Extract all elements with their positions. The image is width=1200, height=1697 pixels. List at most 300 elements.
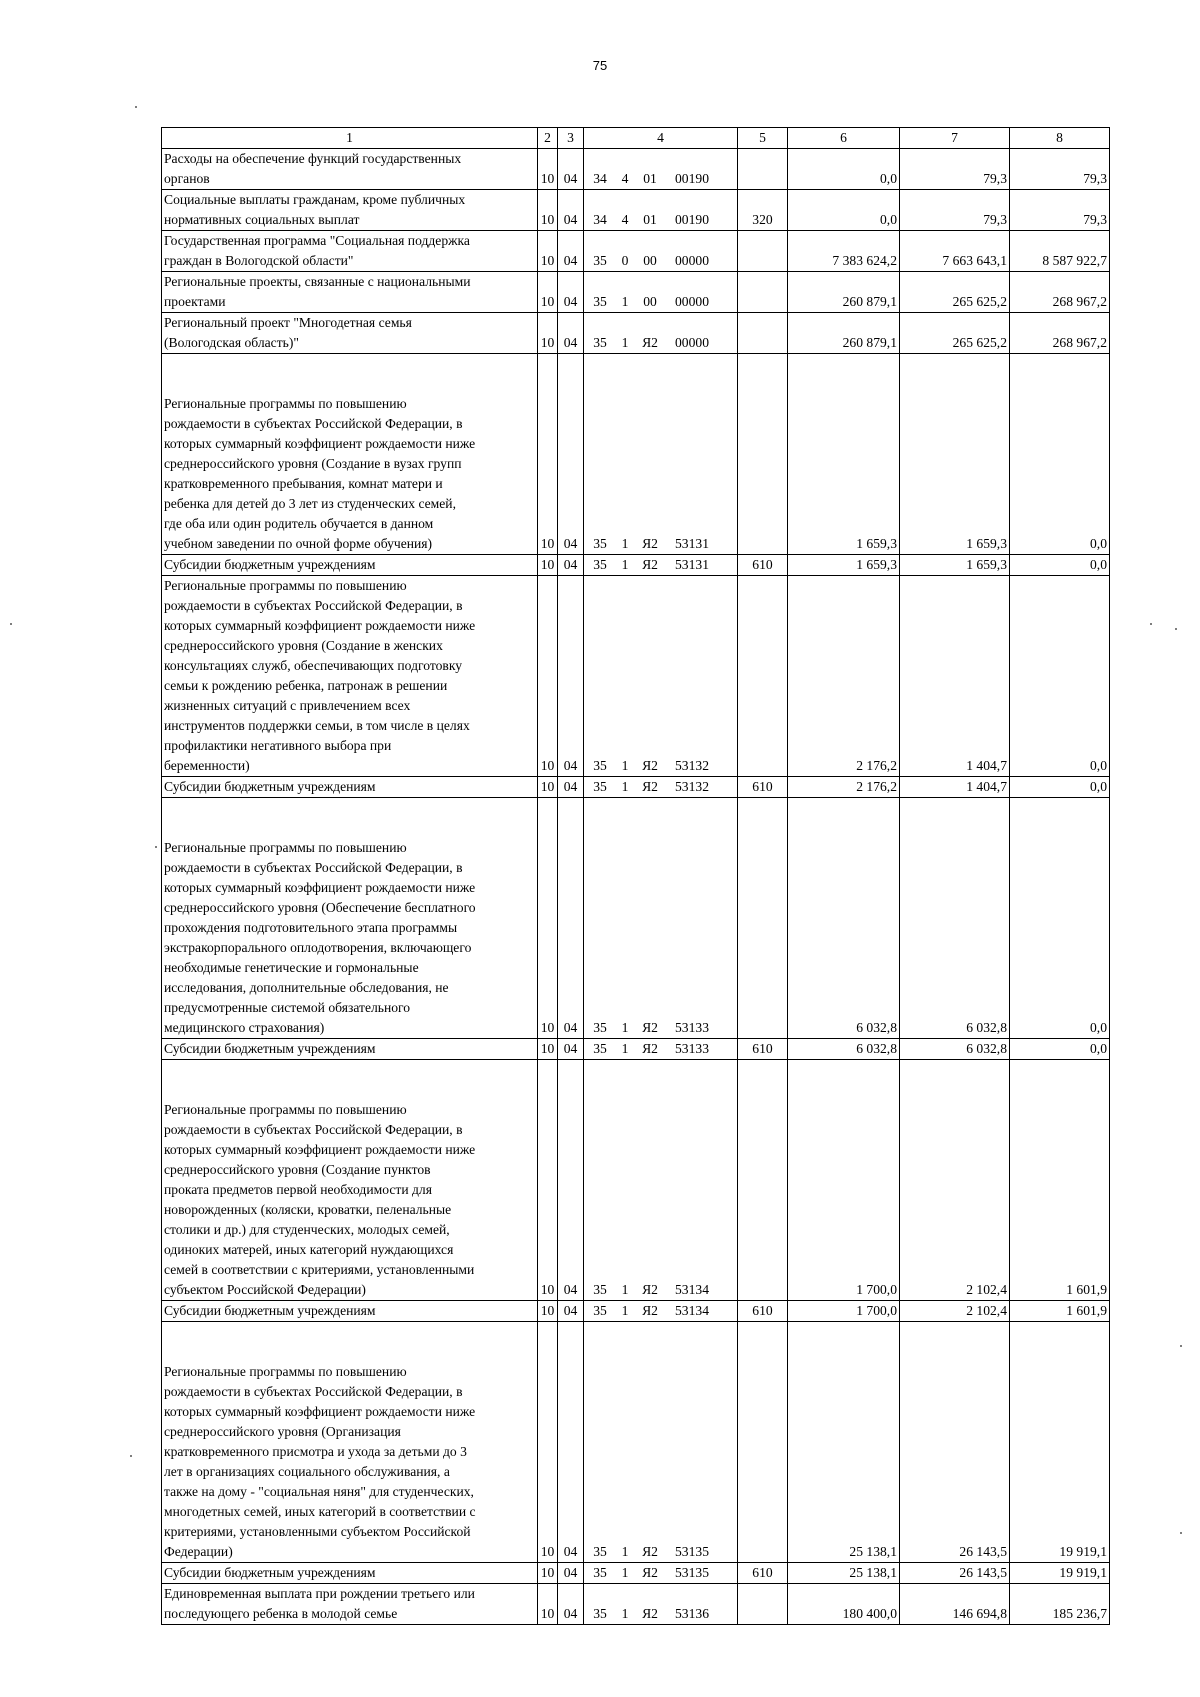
description-line: Субсидии бюджетным учреждениям (164, 779, 376, 794)
row-description (162, 354, 538, 555)
table-row (162, 798, 1110, 1039)
amount-col-6: 1 700,0 (788, 1060, 900, 1301)
row-description (162, 1563, 538, 1584)
target-article-code (584, 777, 738, 798)
expense-type-code (738, 1584, 788, 1625)
program-code: 35 (593, 1020, 607, 1035)
subsection-code: 04 (558, 149, 584, 190)
description-line: предусмотренные системой обязательного (164, 1000, 411, 1015)
description-line: среднероссийского уровня (Создание в вузах групп (164, 456, 462, 471)
description-line: проектами (164, 294, 226, 309)
header-col-5: 5 (738, 128, 788, 149)
direction-code: 53133 (675, 1020, 709, 1035)
program-code: 35 (593, 1606, 607, 1621)
direction-code: 53132 (675, 758, 709, 773)
amount-col-6: 6 032,8 (788, 798, 900, 1039)
target-article-code (584, 354, 738, 555)
project-code: 01 (643, 171, 657, 186)
description-line: которых суммарный коэффициент рождаемости ниже (164, 1404, 476, 1419)
subprogram-code: 4 (621, 171, 629, 186)
header-col-6: 6 (788, 128, 900, 149)
expense-type-code: 610 (738, 1301, 788, 1322)
amount-col-8: 0,0 (1010, 354, 1110, 555)
table-row (162, 576, 1110, 777)
program-code: 35 (593, 758, 607, 773)
program-code: 35 (593, 1544, 607, 1559)
target-article-code (584, 1060, 738, 1301)
subsection-code: 04 (558, 1563, 584, 1584)
section-code: 10 (538, 354, 558, 555)
section-code: 10 (538, 190, 558, 231)
header-col-4: 4 (584, 128, 738, 149)
description-line: (Вологодская область)" (164, 335, 299, 350)
amount-col-8: 19 919,1 (1010, 1322, 1110, 1563)
amount-col-6: 260 879,1 (788, 313, 900, 354)
amount-col-8: 79,3 (1010, 149, 1110, 190)
description-line: субъектом Российской Федерации) (164, 1282, 366, 1297)
direction-code: 53135 (675, 1544, 709, 1559)
program-code: 35 (593, 1041, 607, 1056)
amount-col-7: 7 663 643,1 (900, 231, 1010, 272)
project-code: 00 (643, 294, 657, 309)
subprogram-code: 1 (621, 1544, 629, 1559)
subsection-code: 04 (558, 1584, 584, 1625)
description-line (164, 1060, 535, 1080)
description-line: которых суммарный коэффициент рождаемости ниже (164, 880, 476, 895)
description-line: среднероссийского уровня (Создание пунктов (164, 1162, 431, 1177)
table-row (162, 777, 1110, 798)
program-code: 35 (593, 335, 607, 350)
program-code: 35 (593, 1303, 607, 1318)
scan-speck (1180, 1532, 1182, 1534)
direction-code: 53134 (675, 1303, 709, 1318)
description-line: Единовременная выплата при рождении третьего или (164, 1586, 475, 1601)
amount-col-6: 0,0 (788, 190, 900, 231)
description-line: граждан в Вологодской области" (164, 253, 354, 268)
direction-code: 53135 (675, 1565, 709, 1580)
subprogram-code: 1 (621, 557, 629, 572)
description-line: жизненных ситуаций с привлечением всех (164, 698, 411, 713)
section-code: 10 (538, 1563, 558, 1584)
subprogram-code: 1 (621, 1565, 629, 1580)
amount-col-6: 180 400,0 (788, 1584, 900, 1625)
row-description (162, 149, 538, 190)
program-code: 35 (593, 779, 607, 794)
description-line: Социальные выплаты гражданам, кроме публичных (164, 192, 466, 207)
amount-col-8: 1 601,9 (1010, 1060, 1110, 1301)
description-line: Региональные программы по повышению (164, 1364, 407, 1379)
table-row (162, 354, 1110, 555)
row-description (162, 231, 538, 272)
project-code: Я2 (642, 1565, 658, 1580)
target-article-code (584, 313, 738, 354)
subprogram-code: 1 (621, 1282, 629, 1297)
expense-type-code (738, 798, 788, 1039)
amount-col-7: 2 102,4 (900, 1301, 1010, 1322)
direction-code: 00190 (675, 171, 709, 186)
header-col-7: 7 (900, 128, 1010, 149)
scan-speck (10, 623, 12, 625)
description-line: Федерации) (164, 1544, 233, 1559)
description-line: столики и др.) для студенческих, молодых семей, (164, 1222, 450, 1237)
table-row (162, 149, 1110, 190)
description-line: инструментов поддержки семьи, в том числе в целях (164, 718, 470, 733)
description-line: Региональные программы по повышению (164, 578, 407, 593)
description-line: Субсидии бюджетным учреждениям (164, 557, 376, 572)
subprogram-code: 0 (621, 253, 629, 268)
amount-col-6: 6 032,8 (788, 1039, 900, 1060)
description-line: медицинского страхования) (164, 1020, 325, 1035)
description-line (164, 798, 535, 818)
project-code: Я2 (642, 1544, 658, 1559)
description-line: лет в организациях социального обслуживания, а (164, 1464, 450, 1479)
description-line: Региональные программы по повышению (164, 396, 407, 411)
amount-col-7: 6 032,8 (900, 798, 1010, 1039)
table-row (162, 555, 1110, 576)
amount-col-7: 26 143,5 (900, 1322, 1010, 1563)
header-col-8: 8 (1010, 128, 1110, 149)
description-line: необходимые генетические и гормональные (164, 960, 419, 975)
expense-type-code (738, 149, 788, 190)
direction-code: 00190 (675, 212, 709, 227)
project-code: 01 (643, 212, 657, 227)
description-line: последующего ребенка в молодой семье (164, 1606, 398, 1621)
description-line: Государственная программа "Социальная поддержка (164, 233, 470, 248)
scan-speck (130, 1455, 132, 1457)
scan-speck (1180, 1345, 1182, 1347)
row-description (162, 798, 538, 1039)
row-description (162, 555, 538, 576)
amount-col-6: 25 138,1 (788, 1322, 900, 1563)
scan-speck (135, 106, 137, 108)
expense-type-code (738, 1060, 788, 1301)
program-code: 34 (593, 171, 607, 186)
expense-type-code (738, 231, 788, 272)
amount-col-7: 1 659,3 (900, 354, 1010, 555)
description-line: прохождения подготовительного этапа программы (164, 920, 458, 935)
description-line: Субсидии бюджетным учреждениям (164, 1565, 376, 1580)
amount-col-7: 26 143,5 (900, 1563, 1010, 1584)
subsection-code: 04 (558, 231, 584, 272)
direction-code: 00000 (675, 335, 709, 350)
description-line: Субсидии бюджетным учреждениям (164, 1303, 376, 1318)
expense-type-code: 320 (738, 190, 788, 231)
table-row (162, 1060, 1110, 1301)
amount-col-8: 1 601,9 (1010, 1301, 1110, 1322)
subprogram-code: 1 (621, 536, 629, 551)
direction-code: 53131 (675, 557, 709, 572)
description-line: рождаемости в субъектах Российской Федерации, в (164, 1122, 463, 1137)
description-line (164, 374, 535, 394)
amount-col-8: 268 967,2 (1010, 313, 1110, 354)
direction-code: 00000 (675, 253, 709, 268)
amount-col-7: 1 404,7 (900, 576, 1010, 777)
section-code: 10 (538, 576, 558, 777)
description-line (164, 1322, 535, 1342)
project-code: Я2 (642, 536, 658, 551)
description-line: критериями, установленными субъектом Российской (164, 1524, 471, 1539)
description-line (164, 1342, 535, 1362)
table-row (162, 313, 1110, 354)
target-article-code (584, 149, 738, 190)
description-line: семьи к рождению ребенка, патронаж в решении (164, 678, 448, 693)
section-code: 10 (538, 1584, 558, 1625)
scan-speck (155, 846, 157, 848)
row-description (162, 1301, 538, 1322)
row-description (162, 1060, 538, 1301)
amount-col-7: 265 625,2 (900, 272, 1010, 313)
subprogram-code: 1 (621, 758, 629, 773)
amount-col-8: 0,0 (1010, 576, 1110, 777)
section-code: 10 (538, 555, 558, 576)
header-col-2: 2 (538, 128, 558, 149)
description-line: рождаемости в субъектах Российской Федерации, в (164, 1384, 463, 1399)
subprogram-code: 1 (621, 1303, 629, 1318)
description-line (164, 354, 535, 374)
amount-col-8: 19 919,1 (1010, 1563, 1110, 1584)
description-line: рождаемости в субъектах Российской Федерации, в (164, 416, 463, 431)
description-line: многодетных семей, иных категорий в соответствии с (164, 1504, 476, 1519)
amount-col-6: 2 176,2 (788, 777, 900, 798)
target-article-code (584, 1301, 738, 1322)
amount-col-7: 146 694,8 (900, 1584, 1010, 1625)
amount-col-6: 25 138,1 (788, 1563, 900, 1584)
scan-speck (1175, 628, 1177, 630)
expense-type-code: 610 (738, 777, 788, 798)
project-code: Я2 (642, 1041, 658, 1056)
program-code: 34 (593, 212, 607, 227)
direction-code: 53133 (675, 1041, 709, 1056)
expense-type-code (738, 354, 788, 555)
direction-code: 53132 (675, 779, 709, 794)
description-line: где оба или один родитель обучается в данном (164, 516, 434, 531)
subsection-code: 04 (558, 190, 584, 231)
header-col-1: 1 (162, 128, 538, 149)
table-row (162, 1563, 1110, 1584)
project-code: Я2 (642, 1303, 658, 1318)
description-line: которых суммарный коэффициент рождаемости ниже (164, 1142, 476, 1157)
section-code: 10 (538, 1301, 558, 1322)
amount-col-7: 1 404,7 (900, 777, 1010, 798)
description-line: органов (164, 171, 210, 186)
subsection-code: 04 (558, 777, 584, 798)
expense-type-code: 610 (738, 1039, 788, 1060)
description-line: Расходы на обеспечение функций государственных (164, 151, 462, 166)
row-description (162, 1584, 538, 1625)
expense-type-code (738, 272, 788, 313)
row-description (162, 190, 538, 231)
description-line: семей в соответствии с критериями, установленными (164, 1262, 475, 1277)
program-code: 35 (593, 1565, 607, 1580)
subprogram-code: 1 (621, 294, 629, 309)
description-line: которых суммарный коэффициент рождаемости ниже (164, 436, 476, 451)
target-article-code (584, 272, 738, 313)
table-row (162, 190, 1110, 231)
amount-col-7: 79,3 (900, 190, 1010, 231)
description-line: новорожденных (коляски, кроватки, пеленальные (164, 1202, 452, 1217)
subprogram-code: 4 (621, 212, 629, 227)
subsection-code: 04 (558, 272, 584, 313)
subsection-code: 04 (558, 354, 584, 555)
subprogram-code: 1 (621, 1041, 629, 1056)
amount-col-6: 1 700,0 (788, 1301, 900, 1322)
description-line: кратковременного пребывания, комнат матери и (164, 476, 443, 491)
amount-col-8: 0,0 (1010, 777, 1110, 798)
project-code: 00 (643, 253, 657, 268)
project-code: Я2 (642, 1606, 658, 1621)
row-description (162, 576, 538, 777)
section-code: 10 (538, 149, 558, 190)
project-code: Я2 (642, 758, 658, 773)
description-line: консультациях служб, обеспечивающих подготовку (164, 658, 463, 673)
amount-col-8: 0,0 (1010, 555, 1110, 576)
direction-code: 53136 (675, 1606, 709, 1621)
amount-col-6: 2 176,2 (788, 576, 900, 777)
table-row (162, 1301, 1110, 1322)
description-line: Региональные проекты, связанные с национальными (164, 274, 471, 289)
subsection-code: 04 (558, 555, 584, 576)
description-line: среднероссийского уровня (Обеспечение бесплатного (164, 900, 476, 915)
target-article-code (584, 1322, 738, 1563)
description-line: экстракорпорального оплодотворения, включающего (164, 940, 472, 955)
subprogram-code: 1 (621, 1606, 629, 1621)
table-header-row (162, 128, 1110, 149)
amount-col-8: 79,3 (1010, 190, 1110, 231)
project-code: Я2 (642, 557, 658, 572)
description-line: Субсидии бюджетным учреждениям (164, 1041, 376, 1056)
expense-type-code: 610 (738, 555, 788, 576)
row-description (162, 1039, 538, 1060)
subprogram-code: 1 (621, 779, 629, 794)
section-code: 10 (538, 798, 558, 1039)
description-line (164, 1080, 535, 1100)
section-code: 10 (538, 231, 558, 272)
project-code: Я2 (642, 1282, 658, 1297)
section-code: 10 (538, 1039, 558, 1060)
description-line: беременности) (164, 758, 250, 773)
amount-col-8: 8 587 922,7 (1010, 231, 1110, 272)
target-article-code (584, 555, 738, 576)
scan-speck (1150, 623, 1152, 625)
header-col-3: 3 (558, 128, 584, 149)
amount-col-7: 6 032,8 (900, 1039, 1010, 1060)
project-code: Я2 (642, 779, 658, 794)
section-code: 10 (538, 777, 558, 798)
amount-col-6: 0,0 (788, 149, 900, 190)
expense-type-code (738, 1322, 788, 1563)
page-number: 75 (592, 58, 608, 73)
amount-col-6: 260 879,1 (788, 272, 900, 313)
row-description (162, 272, 538, 313)
description-line: среднероссийского уровня (Организация (164, 1424, 401, 1439)
description-line: Региональные программы по повышению (164, 840, 407, 855)
amount-col-6: 1 659,3 (788, 354, 900, 555)
direction-code: 53134 (675, 1282, 709, 1297)
amount-col-8: 0,0 (1010, 798, 1110, 1039)
project-code: Я2 (642, 1020, 658, 1035)
amount-col-6: 1 659,3 (788, 555, 900, 576)
description-line: проката предметов первой необходимости для (164, 1182, 432, 1197)
expense-type-code: 610 (738, 1563, 788, 1584)
target-article-code (584, 1563, 738, 1584)
project-code: Я2 (642, 335, 658, 350)
row-description (162, 313, 538, 354)
subsection-code: 04 (558, 1060, 584, 1301)
description-line: профилактики негативного выбора при (164, 738, 392, 753)
subsection-code: 04 (558, 798, 584, 1039)
description-line: Региональные программы по повышению (164, 1102, 407, 1117)
direction-code: 00000 (675, 294, 709, 309)
program-code: 35 (593, 1282, 607, 1297)
description-line: рождаемости в субъектах Российской Федерации, в (164, 598, 463, 613)
amount-col-7: 79,3 (900, 149, 1010, 190)
budget-table (161, 127, 1110, 1625)
expense-type-code (738, 313, 788, 354)
section-code: 10 (538, 313, 558, 354)
subsection-code: 04 (558, 1322, 584, 1563)
expense-type-code (738, 576, 788, 777)
amount-col-6: 7 383 624,2 (788, 231, 900, 272)
section-code: 10 (538, 272, 558, 313)
table-row (162, 1584, 1110, 1625)
amount-col-8: 268 967,2 (1010, 272, 1110, 313)
amount-col-7: 1 659,3 (900, 555, 1010, 576)
subprogram-code: 1 (621, 1020, 629, 1035)
description-line: также на дому - "социальная няня" для студенческих, (164, 1484, 474, 1499)
subsection-code: 04 (558, 1039, 584, 1060)
description-line: которых суммарный коэффициент рождаемости ниже (164, 618, 476, 633)
section-code: 10 (538, 1322, 558, 1563)
program-code: 35 (593, 536, 607, 551)
amount-col-8: 185 236,7 (1010, 1584, 1110, 1625)
target-article-code (584, 231, 738, 272)
subsection-code: 04 (558, 576, 584, 777)
amount-col-7: 2 102,4 (900, 1060, 1010, 1301)
description-line: нормативных социальных выплат (164, 212, 360, 227)
table-row (162, 231, 1110, 272)
section-code: 10 (538, 1060, 558, 1301)
description-line: исследования, дополнительные обследования, не (164, 980, 449, 995)
table-row (162, 1039, 1110, 1060)
amount-col-7: 265 625,2 (900, 313, 1010, 354)
target-article-code (584, 190, 738, 231)
description-line: ребенка для детей до 3 лет из студенческих семей, (164, 496, 456, 511)
row-description (162, 777, 538, 798)
target-article-code (584, 798, 738, 1039)
subsection-code: 04 (558, 313, 584, 354)
target-article-code (584, 1039, 738, 1060)
table-row (162, 1322, 1110, 1563)
description-line: кратковременного присмотра и ухода за детьми до 3 (164, 1444, 467, 1459)
description-line: одиноких матерей, иных категорий нуждающихся (164, 1242, 454, 1257)
program-code: 35 (593, 253, 607, 268)
target-article-code (584, 576, 738, 777)
amount-col-8: 0,0 (1010, 1039, 1110, 1060)
row-description (162, 1322, 538, 1563)
program-code: 35 (593, 557, 607, 572)
description-line (164, 818, 535, 838)
description-line: рождаемости в субъектах Российской Федерации, в (164, 860, 463, 875)
target-article-code (584, 1584, 738, 1625)
direction-code: 53131 (675, 536, 709, 551)
program-code: 35 (593, 294, 607, 309)
subprogram-code: 1 (621, 335, 629, 350)
subsection-code: 04 (558, 1301, 584, 1322)
description-line: Региональный проект "Многодетная семья (164, 315, 412, 330)
description-line: учебном заведении по очной форме обучения) (164, 536, 433, 551)
description-line: среднероссийского уровня (Создание в женских (164, 638, 443, 653)
table-row (162, 272, 1110, 313)
